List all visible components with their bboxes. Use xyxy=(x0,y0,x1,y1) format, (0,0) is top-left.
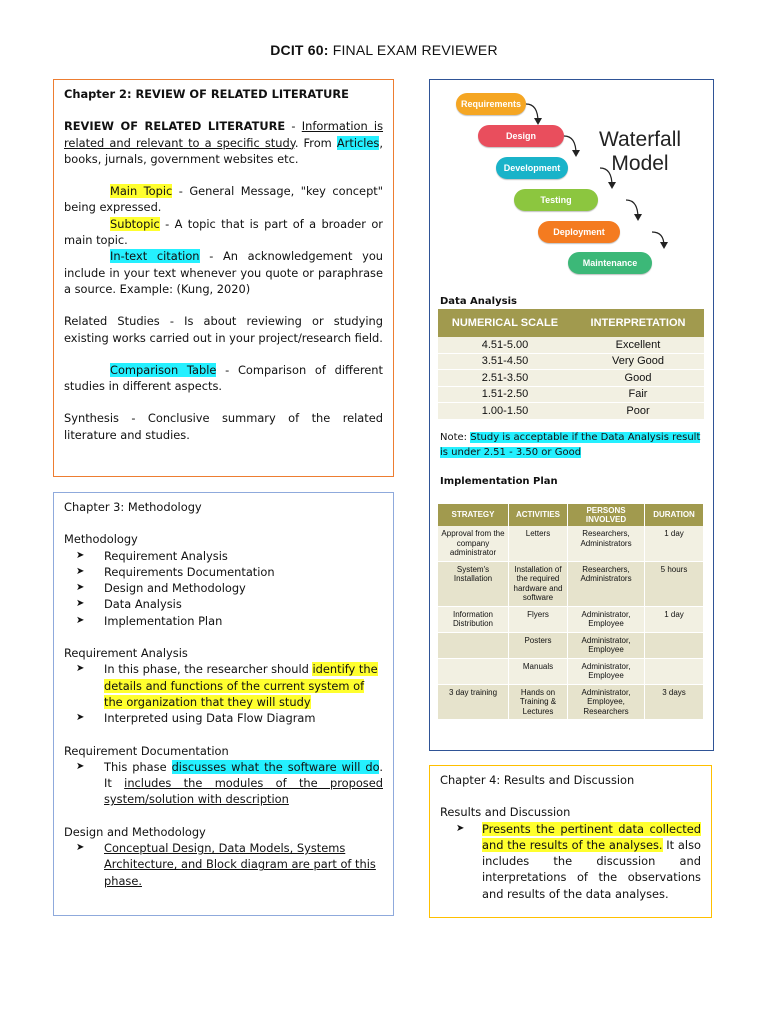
list-item: ➤ Design and Methodology xyxy=(76,581,246,596)
subtopic-term: Subtopic xyxy=(110,216,160,231)
table-row: Approval from the company administrator Letters Researchers, Administrators 1 day xyxy=(438,526,704,561)
rrl-definition: REVIEW OF RELATED LITERATURE - Information is related and relevant to a specific study. From Articles, books, jurnals, government websites etc. xyxy=(64,119,384,166)
methodology-heading: Methodology xyxy=(64,532,138,547)
title-code: DCIT 60: xyxy=(270,42,329,58)
chapter4-highlight: Presents the pertinent data collected and the results of the analyses. xyxy=(482,821,701,852)
note-highlight: Study is acceptable if the Data Analysis result is under 2.51 - 3.50 or Good xyxy=(440,432,701,458)
main-topic-term: Main Topic xyxy=(110,184,173,199)
arrow-bullet-icon: ➤ xyxy=(76,712,85,724)
table-row: 4.51-5.00 Excellent xyxy=(438,337,704,353)
arrow-bullet-icon: ➤ xyxy=(76,614,85,626)
data-analysis-note: Note: Study is acceptable if the Data Analysis result is under 2.51 - 3.50 or Good xyxy=(440,432,701,458)
list-item: ➤ In this phase, the researcher should identify the details and functions of the current system of the organization that they will study xyxy=(76,662,378,709)
arrow-bullet-icon: ➤ xyxy=(76,760,85,772)
chapter4-box xyxy=(429,765,712,918)
table-row: 3 day training Hands on Training & Lectures Administrator, Employee, Researchers 3 days xyxy=(438,684,704,720)
chapter3-box xyxy=(53,492,394,916)
chapter4-heading: Results and Discussion xyxy=(440,805,571,820)
table-header-row: STRATEGY ACTIVITIES PERSONS INVOLVED DURATION xyxy=(438,504,704,526)
list-item: ➤ Interpreted using Data Flow Diagram xyxy=(76,711,316,726)
table-row: Information Distribution Flyers Administrator, Employee 1 day xyxy=(438,606,704,632)
intext-definition: In-text citation - An acknowledgement you include in your text whenever you quote or paraphrase a source. Example: (Kung, 2020) xyxy=(64,249,384,296)
rrl-term: REVIEW OF RELATED LITERATURE xyxy=(64,119,286,134)
table-row: System's Installation Installation of the required hardware and software Researchers, Administrators 5 hours xyxy=(438,561,704,606)
arrow-bullet-icon: ➤ xyxy=(76,565,85,577)
implementation-plan-label: Implementation Plan xyxy=(440,476,558,487)
page-title xyxy=(0,42,768,58)
chapter4-title: Chapter 4: Results and Discussion xyxy=(440,773,635,787)
data-analysis-table xyxy=(438,309,704,420)
table-header-row: NUMERICAL SCALE INTERPRETATION xyxy=(438,309,704,337)
list-item: ➤ Requirements Documentation xyxy=(76,564,275,579)
related-studies: Related Studies - Is about reviewing or studying existing works carried out in your project/research field. xyxy=(64,314,383,345)
list-item: ➤ Implementation Plan xyxy=(76,613,223,628)
table-row: Manuals Administrator, Employee xyxy=(438,658,704,684)
req-doc-highlight: discusses what the software will do xyxy=(171,759,380,774)
synthesis: Synthesis - Conclusive summary of the related literature and studies. xyxy=(64,411,383,442)
list-item: ➤ Presents the pertinent data collected and the results of the analyses. It also includes the discussion and interpretations of the observations and results of the data analyses. xyxy=(456,821,701,901)
comparison-definition: Comparison Table - Comparison of different studies in different aspects. xyxy=(64,362,383,394)
waterfall-step-development: Development xyxy=(496,157,568,179)
req-doc-heading: Requirement Documentation xyxy=(64,743,229,758)
title-text: FINAL EXAM REVIEWER xyxy=(332,42,498,58)
chapter2-title: Chapter 2: REVIEW OF RELATED LITERATURE xyxy=(64,87,349,101)
subtopic-definition: Subtopic - A topic that is part of a broader or main topic. xyxy=(64,216,383,248)
arrow-bullet-icon: ➤ xyxy=(456,822,465,834)
arrow-bullet-icon: ➤ xyxy=(76,549,85,561)
arrow-bullet-icon: ➤ xyxy=(76,663,85,675)
table-row: Posters Administrator, Employee xyxy=(438,632,704,658)
implementation-plan-table xyxy=(438,504,704,720)
chapter2-box xyxy=(53,79,394,477)
arrow-bullet-icon: ➤ xyxy=(76,598,85,610)
rrl-articles-highlight: Articles xyxy=(336,135,380,150)
waterfall-step-testing: Testing xyxy=(514,189,598,211)
waterfall-step-requirements: Requirements xyxy=(456,93,526,115)
list-item: ➤ This phase discusses what the software will do. It includes the modules of the proposed system/solution with description xyxy=(76,759,383,807)
rrl-underlined: Information is related and relevant to a specific study xyxy=(64,119,384,150)
analysis-plan-box xyxy=(429,79,714,751)
list-item: ➤ Requirement Analysis xyxy=(76,548,228,563)
list-item: ➤ Conceptual Design, Data Models, Systems Architecture, and Block diagram are part of this phase. xyxy=(76,841,376,888)
req-analysis-heading: Requirement Analysis xyxy=(64,646,188,661)
table-row: 1.00-1.50 Poor xyxy=(438,403,704,420)
comparison-term: Comparison Table xyxy=(110,362,217,377)
arrow-bullet-icon: ➤ xyxy=(76,582,85,594)
table-row: 2.51-3.50 Good xyxy=(438,370,704,387)
waterfall-step-deployment: Deployment xyxy=(538,221,620,243)
table-row: 3.51-4.50 Very Good xyxy=(438,353,704,370)
table-row: 1.51-2.50 Fair xyxy=(438,386,704,403)
waterfall-step-design: Design xyxy=(478,125,564,147)
waterfall-diagram xyxy=(430,80,712,280)
design-heading: Design and Methodology xyxy=(64,824,206,839)
methodology-list xyxy=(64,548,383,629)
main-topic-definition: Main Topic - General Message, "key concept" being expressed. xyxy=(64,184,384,215)
list-item: ➤ Data Analysis xyxy=(76,597,182,612)
intext-term: In-text citation xyxy=(110,249,200,264)
arrow-bullet-icon: ➤ xyxy=(76,842,85,854)
req-analysis-highlight: identify the details and functions of the current system of the organization that they will study xyxy=(104,662,378,709)
waterfall-step-maintenance: Maintenance xyxy=(568,252,652,274)
waterfall-title: Waterfall Model xyxy=(598,128,682,175)
chapter3-title: Chapter 3: Methodology xyxy=(64,500,202,514)
data-analysis-label: Data Analysis xyxy=(440,296,517,307)
